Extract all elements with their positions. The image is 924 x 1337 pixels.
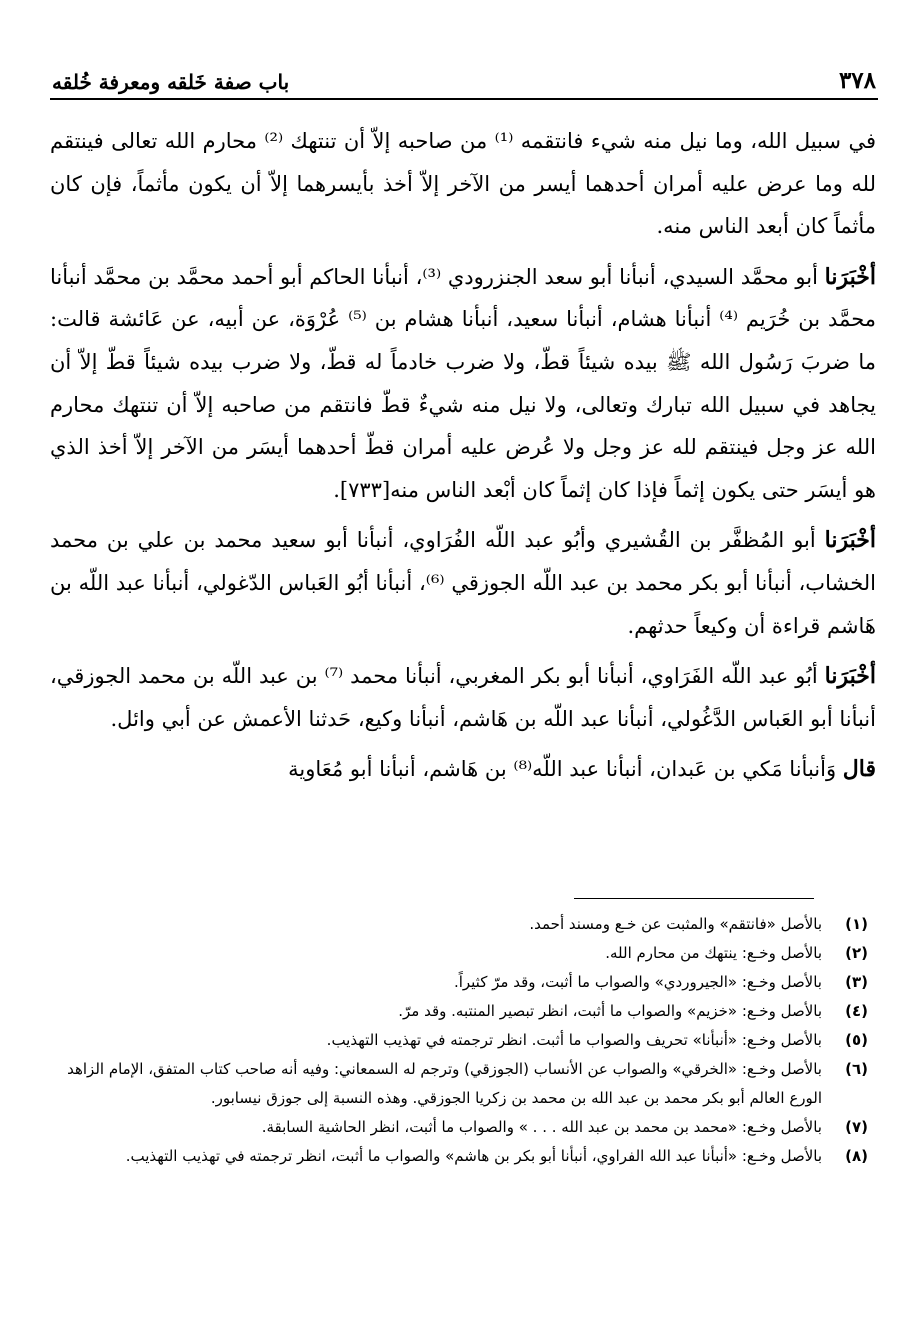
page-header bbox=[52, 58, 876, 94]
paragraph-lead: قال bbox=[842, 756, 876, 783]
footnote-number: (٢) bbox=[845, 944, 868, 962]
footnote-number: (٨) bbox=[845, 1147, 868, 1165]
footnote-item bbox=[58, 1026, 868, 1055]
footnote-number: (١) bbox=[845, 915, 868, 933]
footnote-text: بالأصل وخـع: «الجيروردي» والصواب ما أثبت، وقد مرّ كثيراً. bbox=[453, 973, 822, 991]
header-rule bbox=[50, 98, 878, 100]
footnotes bbox=[58, 910, 868, 1171]
paragraph-text: أبُو عبد اللّه الفَرَاوي، أنبأنا أبو بكر المغربي، أنبأنا محمد ⁽⁷⁾ بن عبد اللّه بن محمد الجوزقي، أنبأنا أبو العَباس الدَّغُولي، أنبأنا عبد اللّه بن هَاشم، أنبأنا وكيع، حَدثنا الأعمش عن أبي وائل. bbox=[50, 664, 876, 731]
footnote-text: بالأصل وخـع: «أنبأنا عبد الله الفراوي، أنبأنا أبو بكر بن هاشم» والصواب ما أثبت، انظر ترجمته في تهذيب التهذيب. bbox=[125, 1147, 822, 1165]
footnote-number: (٣) bbox=[845, 973, 868, 991]
footnote-rule bbox=[574, 898, 814, 899]
paragraph-text: أبو المُظفَّر بن القُشيري وأبُو عبد اللّه الفُرَاوي، أنبأنا أبو سعيد محمد بن علي بن محمد الخشاب، أنبأنا أبو بكر محمد بن عبد اللّه الجوزقي ⁽⁶⁾، أنبأنا أبُو العَباس الدّغولي، أنبأنا عبد اللّه بن هَاشم قراءة أن وكيعاً حدثهم. bbox=[50, 528, 876, 638]
paragraph-text: وَأنبأنا مَكي بن عَبدان، أنبأنا عبد اللّه⁽⁸⁾ بن هَاشم، أنبأنا أبو مُعَاوية bbox=[288, 757, 843, 782]
footnote-item bbox=[58, 910, 868, 939]
paragraph-2 bbox=[50, 256, 876, 512]
paragraph-lead: أخْبَرَنا bbox=[824, 663, 876, 690]
paragraph-5 bbox=[50, 748, 876, 791]
footnote-number: (٥) bbox=[845, 1031, 868, 1049]
footnote-item bbox=[58, 939, 868, 968]
footnote-text: بالأصل وخـع: ينتهك من محارم الله. bbox=[605, 944, 822, 962]
footnote-item bbox=[58, 968, 868, 997]
paragraph-text: أبو محمَّد السيدي، أنبأنا أبو سعد الجنزرودي ⁽³⁾، أنبأنا الحاكم أبو أحمد محمَّد بن محمَّد أنبأنا محمَّد بن خُرَيم ⁽⁴⁾ أنبأنا هشام، أنبأنا سعيد، أنبأنا هشام بن ⁽⁵⁾ عُرْوَة، عن أبيه، عن عَائشة قالت: ما ضربَ رَسُول الله ﷺ بيده شيئاً قطّ، ولا ضرب خادماً له قطّ، ولا ضرب بيده شيئاً قطّ إلاّ أن يجاهد في سبيل الله تبارك وتعالى، ولا نيل منه شيءٌ قطّ فانتقم من صاحبه إلاّ أن تنتهك محارم الله عز وجل فينتقم لله عز وجل ولا عُرض عليه أمران قطّ أحدهما أيسَر من الآخر إلاّ أخذ الذي هو أيسَر حتى يكون إثماً فإذا كان إثماً كان أبْعد الناس منه[٧٣٣]. bbox=[50, 264, 877, 502]
footnote-text: بالأصل وخـع: «خزيم» والصواب ما أثبت، انظر تبصير المنتبه. وقد مرّ. bbox=[398, 1002, 822, 1020]
footnote-text: بالأصل «فانتقم» والمثبت عن خـع ومسند أحمد. bbox=[529, 915, 822, 933]
footnote-number: (٤) bbox=[845, 1002, 868, 1020]
footnote-number: (٧) bbox=[845, 1118, 868, 1136]
footnote-item bbox=[58, 1113, 868, 1142]
main-text bbox=[50, 120, 876, 799]
page-number: ٣٧٨ bbox=[838, 67, 876, 94]
paragraph-4 bbox=[50, 655, 876, 740]
footnote-number: (٦) bbox=[845, 1060, 868, 1078]
chapter-title: باب صفة خَلقه ومعرفة خُلقه bbox=[52, 70, 290, 94]
footnote-item bbox=[58, 1142, 868, 1171]
paragraph-lead: أخْبَرَنا bbox=[824, 263, 876, 290]
footnote-text: بالأصل وخـع: «أنبأنا» تحريف والصواب ما أثبت. انظر ترجمته في تهذيب التهذيب. bbox=[326, 1031, 822, 1049]
footnote-item bbox=[58, 997, 868, 1026]
footnote-text: بالأصل وخـع: «محمد بن محمد بن عبد الله . . . » والصواب ما أثبت، انظر الحاشية السابقة. bbox=[261, 1118, 822, 1136]
paragraph-3 bbox=[50, 519, 876, 647]
paragraph-1: في سبيل الله، وما نيل منه شيء فانتقمه ⁽¹⁾ من صاحبه إلاّ أن تنتهك ⁽²⁾ محارم الله تعالى فينتقم لله وما عرض عليه أمران أحدهما أيسر من الآخر إلاّ أخذ بأيسرهما إلاّ أن يكون مأثماً، فإن كان مأثماً كان أبعد الناس منه. bbox=[50, 129, 876, 239]
paragraph-lead: أخْبَرَنا bbox=[824, 527, 876, 554]
footnote-text: بالأصل وخـع: «الخرقي» والصواب عن الأنساب (الجوزقي) وترجم له السمعاني: وفيه أنه صاحب كتاب المتفق، الإمام الزاهد الورع العالم أبو بكر محمد بن عبد الله بن محمد بن زكريا الجوزقي. وهذه النسبة إلى جوزق نيسابور. bbox=[67, 1060, 822, 1107]
footnote-item bbox=[58, 1055, 868, 1113]
